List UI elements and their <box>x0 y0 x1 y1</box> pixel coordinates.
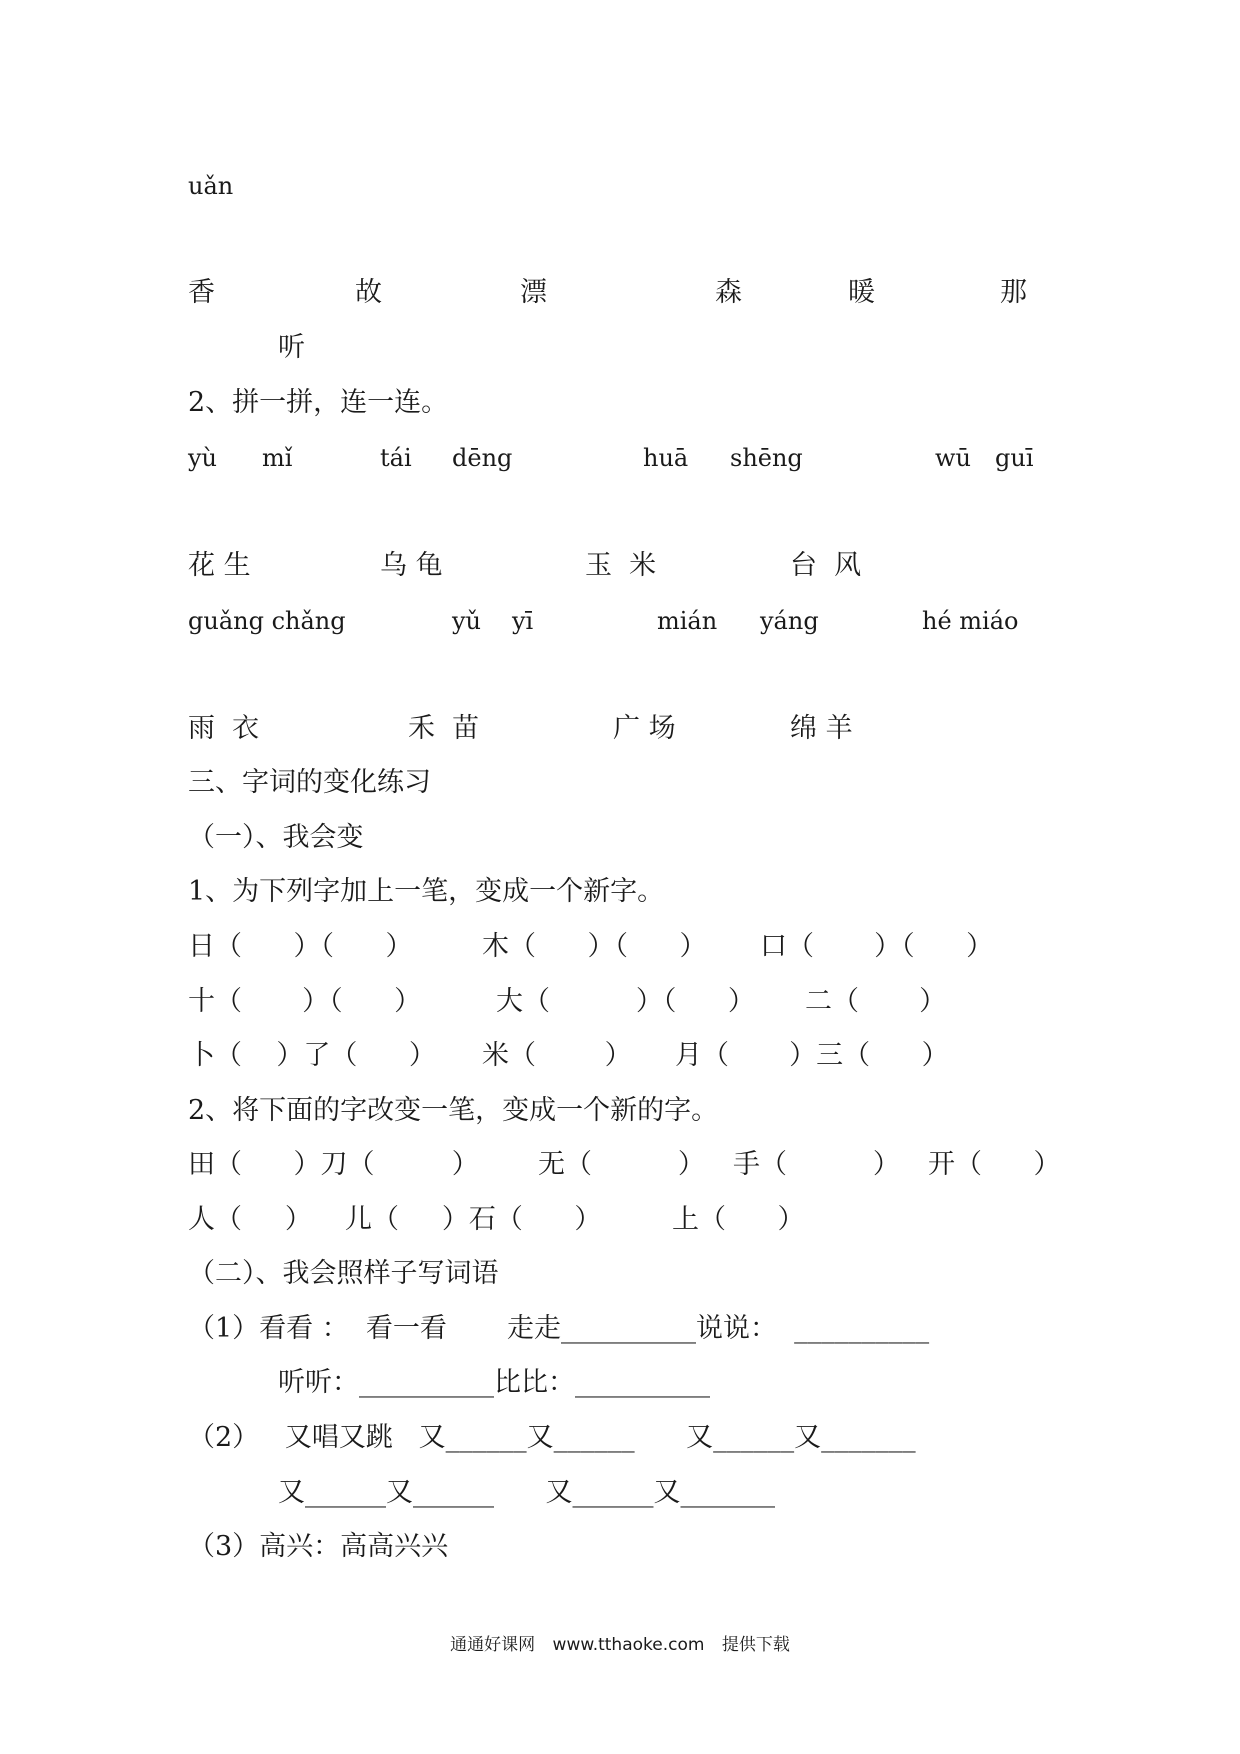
pinyin-6b: yī <box>512 607 534 635</box>
change-row2-c: 上（ ） <box>672 1204 805 1235</box>
add-row3-c: 月（ ）三（ ） <box>675 1040 949 1071</box>
word-1: 花 生 <box>188 550 251 581</box>
word-2: 乌 龟 <box>380 550 443 581</box>
change-row1-d: 开（ ） <box>928 1149 1061 1180</box>
page-footer <box>0 1630 1240 1655</box>
footer-suffix: 提供下载 <box>721 1635 790 1655</box>
exercise-2-line-1: （2） 又唱又跳 又______又______ 又______又_______ <box>188 1422 916 1453</box>
exercise-2-line-2: 又______又______ 又______又_______ <box>278 1477 775 1508</box>
char-extra: 听 <box>278 332 305 363</box>
pinyin-2b: dēng <box>452 444 513 472</box>
word-6: 禾 苗 <box>408 713 480 744</box>
char-3: 漂 <box>520 277 547 308</box>
question-2-title: 2、拼一拼，连一连。 <box>188 387 449 418</box>
char-2: 故 <box>355 277 382 308</box>
footer-site-name: 通通好课网 <box>450 1635 536 1655</box>
char-4: 森 <box>715 277 742 308</box>
add-row1-a: 日（ ）（ ） <box>188 931 413 962</box>
add-row1-b: 木（ ）（ ） <box>482 931 707 962</box>
pinyin-1a: yù <box>188 444 218 472</box>
pinyin-4b: guī <box>995 444 1034 472</box>
char-5: 暖 <box>848 277 875 308</box>
change-row1-a: 田（ ）刀（ ） <box>188 1149 479 1180</box>
change-row1-b: 无（ ） <box>538 1149 705 1180</box>
word-3: 玉 米 <box>585 550 657 581</box>
change-row1-c: 手（ ） <box>733 1149 900 1180</box>
pinyin-7a: mián <box>657 607 718 635</box>
pinyin-5: guǎng chǎng <box>188 607 346 635</box>
add-row2-a: 十（ ）（ ） <box>188 986 422 1017</box>
change-row2-b: 儿（ ）石（ ） <box>345 1204 602 1235</box>
add-row1-c: 口（ ）（ ） <box>760 931 994 962</box>
pinyin-4a: wū <box>935 444 971 472</box>
char-6: 那 <box>1000 277 1027 308</box>
subsection-2-title: （二）、我会照样子写词语 <box>188 1258 499 1289</box>
subsection-1-title: （一）、我会变 <box>188 822 364 853</box>
exercise-3-line-1: （3）高兴：高高兴兴 <box>188 1531 449 1562</box>
section-3-title: 三、字词的变化练习 <box>188 767 431 798</box>
pinyin-6a: yǔ <box>452 607 482 635</box>
add-row2-c: 二（ ） <box>805 986 947 1017</box>
pinyin-8: hé miáo <box>922 607 1019 635</box>
word-5: 雨 衣 <box>188 713 260 744</box>
word-8: 绵 羊 <box>790 713 853 744</box>
exercise-1-line-2: 听听：__________比比：__________ <box>278 1367 710 1398</box>
question-change-stroke: 2、将下面的字改变一笔，变成一个新的字。 <box>188 1095 719 1126</box>
add-row2-b: 大（ ）（ ） <box>496 986 755 1017</box>
add-row3-a: 卜（ ）了（ ） <box>188 1040 436 1071</box>
char-1: 香 <box>188 277 215 308</box>
pinyin-3a: huā <box>643 444 689 472</box>
pinyin-7b: yáng <box>760 607 819 635</box>
exercise-1-line-1: （1）看看 ： 看一看 走走__________说说： __________ <box>188 1313 930 1344</box>
add-row3-b: 米（ ） <box>482 1040 632 1071</box>
pinyin-3b: shēng <box>730 444 803 472</box>
pinyin-1b: mǐ <box>262 444 293 472</box>
pinyin-2a: tái <box>380 444 412 472</box>
word-7: 广 场 <box>613 713 676 744</box>
word-4: 台 风 <box>790 550 862 581</box>
top-pinyin: uǎn <box>188 172 234 200</box>
footer-url[interactable]: www.tthaoke.com <box>552 1635 705 1655</box>
question-add-stroke: 1、为下列字加上一笔，变成一个新字。 <box>188 876 665 907</box>
change-row2-a: 人（ ） <box>188 1204 312 1235</box>
